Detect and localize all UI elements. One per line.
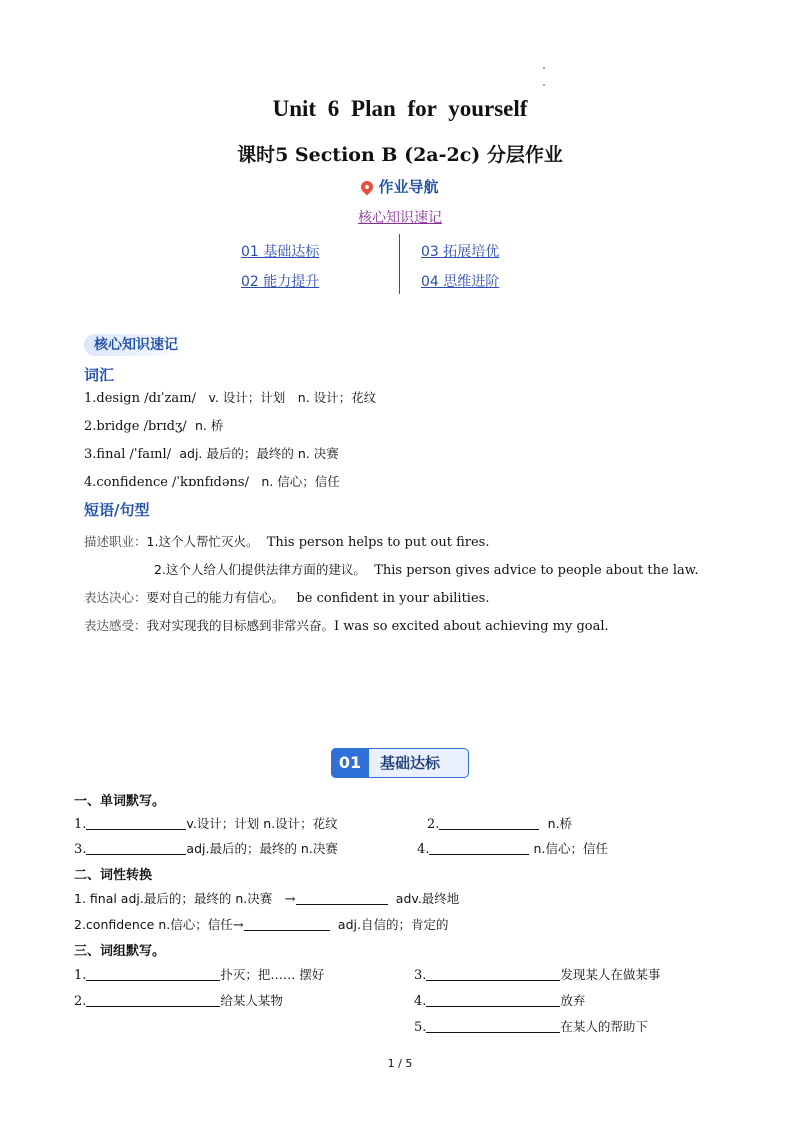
badge-text: 基础达标 xyxy=(380,754,441,772)
page-title: Unit 6 Plan for yourself xyxy=(272,96,528,121)
answer-blank[interactable] xyxy=(86,993,220,1007)
answer-blank[interactable] xyxy=(426,967,560,981)
word-question: 1. v.设计；计划 n.设计；花纹 xyxy=(74,816,338,832)
speck xyxy=(543,84,545,86)
nav-link-02[interactable]: 02 能力提升 xyxy=(241,274,320,290)
nav-link-04[interactable]: 04 思维进阶 xyxy=(421,274,500,290)
conversion-question: 2.confidence n.信心；信任→ adj.自信的；肯定的 xyxy=(74,917,449,933)
section-title: 三、词组默写。 xyxy=(74,944,166,959)
arrow-icon: → xyxy=(284,892,296,907)
badge-number: 01 xyxy=(331,748,369,778)
vocab-item: 2.bridge /brɪdʒ/ n. 桥 xyxy=(84,418,224,434)
answer-blank[interactable] xyxy=(426,993,560,1007)
vocab-item: 3.final /ˈfaɪnl/ adj. 最后的；最终的 n. 决赛 xyxy=(84,446,339,462)
word-question: 2. n.桥 xyxy=(427,816,573,832)
phrase-question: 4. 放弃 xyxy=(414,993,586,1009)
phrase-question: 5. 在某人的帮助下 xyxy=(414,1019,648,1035)
phrase-question: 1. 扑灭；把…… 摆好 xyxy=(74,967,325,983)
answer-blank[interactable] xyxy=(439,816,539,830)
conversion-question: 1. final adj.最后的；最终的 n.决赛 → adv.最终地 xyxy=(74,891,460,907)
nav-link-01[interactable]: 01 基础达标 xyxy=(241,244,320,260)
phrase-item: 描述职业：1.这个人帮忙灭火。 This person helps to put out fires. xyxy=(84,534,490,550)
answer-blank[interactable] xyxy=(429,841,529,855)
nav-link-03[interactable]: 03 拓展培优 xyxy=(421,244,500,260)
nav-link-core[interactable]: 核心知识速记 xyxy=(358,210,442,226)
answer-blank[interactable] xyxy=(426,1019,560,1033)
section-title: 一、单词默写。 xyxy=(74,794,166,809)
answer-blank[interactable] xyxy=(86,841,186,855)
phrase-question: 3. 发现某人在做某事 xyxy=(414,967,661,983)
arrow-icon: → xyxy=(232,918,244,933)
phrase-item: 表达决心：要对自己的能力有信心。 be confident in your abilities. xyxy=(84,590,490,606)
answer-blank[interactable] xyxy=(86,967,220,981)
vocab-item: 4.confidence /ˈkɒnfɪdəns/ n. 信心；信任 xyxy=(84,474,340,490)
speck xyxy=(543,67,545,69)
core-section-badge: 核心知识速记 xyxy=(84,334,188,356)
basic-section-badge xyxy=(331,748,469,778)
word-question: 4. n.信心；信任 xyxy=(417,841,608,857)
phrase-question: 2. 给某人某物 xyxy=(74,993,283,1009)
nav-heading: 作业导航 xyxy=(0,176,800,197)
nav-divider xyxy=(399,234,400,294)
phrase-item: 表达感受：我对实现我的目标感到非常兴奋。I was so excited about achieving my goal. xyxy=(84,618,609,634)
word-question: 3. adj.最后的；最终的 n.决赛 xyxy=(74,841,338,857)
page-number: 1 / 5 xyxy=(387,1057,413,1070)
vocab-heading: 词汇 xyxy=(84,366,115,384)
section-title: 二、词性转换 xyxy=(74,868,153,883)
location-pin-icon xyxy=(359,179,376,196)
answer-blank[interactable] xyxy=(86,816,186,830)
vocab-item: 1.design /dɪˈzaɪn/ v. 设计；计划 n. 设计；花纹 xyxy=(84,390,377,406)
phrase-heading: 短语/句型 xyxy=(84,501,150,519)
answer-blank[interactable] xyxy=(296,891,388,905)
answer-blank[interactable] xyxy=(244,917,330,931)
page-subtitle: 课时5 Section B (2a-2c) 分层作业 xyxy=(237,144,563,166)
phrase-item: 2.这个人给人们提供法律方面的建议。 This person gives advice to people about the law. xyxy=(154,562,699,578)
